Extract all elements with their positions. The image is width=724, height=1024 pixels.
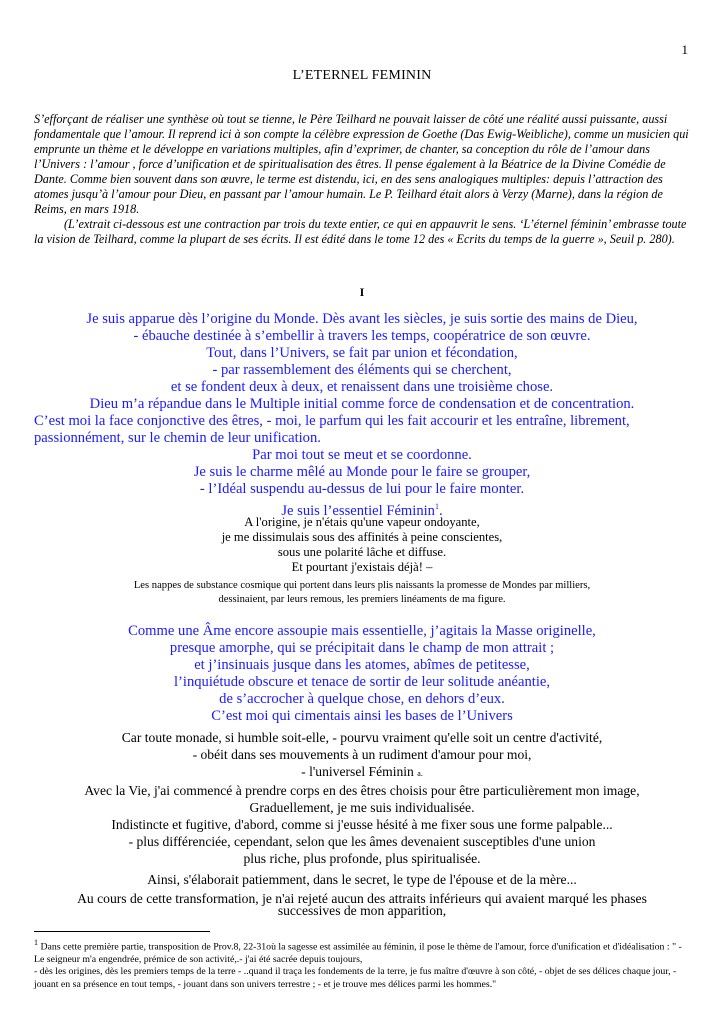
poem-line xyxy=(0,763,724,782)
poem-line: - obéit dans ses mouvements à un rudiment d'amour pour moi, xyxy=(192,747,532,762)
footnote-reference[interactable]: 1 xyxy=(434,502,439,511)
poem-line: presque amorphe, qui se précipitait dans le champ de mon attrait ; xyxy=(169,640,555,656)
section-heading: I xyxy=(359,285,365,299)
poem-stanza xyxy=(0,871,724,888)
footnote xyxy=(34,937,694,991)
poem-stanza xyxy=(0,893,724,917)
introduction xyxy=(34,112,690,247)
poem-line: sous une polarité lâche et diffuse. xyxy=(277,545,447,559)
poem-stanza xyxy=(0,623,724,725)
footnote-paragraph xyxy=(34,937,694,966)
poem-line: et se fondent deux à deux, et renaissent dans une troisième chose. xyxy=(170,379,554,395)
poem-line: Les nappes de substance cosmique qui portent dans leurs plis naissants la promesse de Mondes par milliers, xyxy=(133,580,591,591)
annotation-marker: a. xyxy=(417,769,423,778)
poem-line: C’est moi qui cimentais ainsi les bases de l’Univers xyxy=(211,708,513,724)
poem-line-text: - l'universel Féminin xyxy=(301,764,414,779)
poem-line: l’inquiétude obscure et tenace de sortir de leur solitude anéantie, xyxy=(173,674,551,690)
poem-line: je me dissimulais sous des affinités à peine conscientes, xyxy=(221,530,503,544)
poem-line: - ébauche destinée à s’embellir à travers les temps, coopératrice de son œuvre. xyxy=(133,328,591,344)
poem-line: Je suis apparue dès l’origine du Monde. Dès avant les siècles, je suis sortie des mains de Dieu, xyxy=(86,311,638,327)
footnote-paragraph: - dès les origines, dès les premiers temps de la terre - ..quand il traça les fondements de la terre, je fus maître d'œuvre à son côté, - objet de ses délices chaque jour, - jouant en sa présence en tout temps, - jouant dans son univers terrestre ; - et je trouve mes délices parmi les hommes." xyxy=(34,966,677,990)
intro-paragraph: (L’extrait ci-dessous est une contraction par trois du texte entier, ce qui en appauvrit le sens. ‘L’éternel féminin’ embrasse toute la vision de Teilhard, comme la plupart de ses écrits. Il est édité dans le tome 12 des « Ecrits du temps de la guerre », Seuil p. 280). xyxy=(34,217,687,246)
poem-stanza xyxy=(0,729,724,867)
footnote-divider xyxy=(34,931,210,932)
poem-line: Indistincte et fugitive, d'abord, comme si j'eusse hésité à me fixer sous une forme palpable... xyxy=(111,817,613,832)
poem-stanza xyxy=(0,515,724,575)
poem-line-punctuation: . xyxy=(438,502,443,519)
poem-line: - plus différenciée, cependant, selon que les âmes devenaient susceptibles d'une union xyxy=(128,834,596,849)
poem-line: Graduellement, je me suis individualisée. xyxy=(249,800,475,815)
poem-line: C’est moi la face conjonctive des êtres, - moi, le parfum qui les fait accourir et les entraîne, librement, passionnément, sur le chemin de leur unification. xyxy=(34,413,630,446)
poem-line: Dieu m’a répandue dans le Multiple initial comme force de condensation et de concentration. xyxy=(89,396,635,412)
poem-line: A l'origine, je n'étais qu'une vapeur ondoyante, xyxy=(244,515,480,529)
poem-line: Ainsi, s'élaborait patiemment, dans le secret, le type de l'épouse et de la mère... xyxy=(147,872,577,887)
footnote-marker: 1 xyxy=(34,938,38,947)
poem-line: et j’insinuais jusque dans les atomes, abîmes de petitesse, xyxy=(194,657,530,673)
poem-line: successives de mon apparition, xyxy=(277,903,447,918)
footnote-text: Dans cette première partie, transposition de Prov.8, 22-31où la sagesse est assimilée au féminin, il pose le thème de l'amour, force d'unification et d'idéalisation : " - Le seigneur m'a engendrée, prémice de son activité,.- j'ai été sacrée depuis toujours, xyxy=(34,941,682,965)
page-number: 1 xyxy=(681,42,688,57)
poem-line: dessinaient, par leurs remous, les premiers linéaments de ma figure. xyxy=(218,594,506,605)
poem-line: - l’Idéal suspendu au-dessus de lui pour le faire monter. xyxy=(199,481,525,497)
poem-line: Au cours de cette transformation, je n'ai rejeté aucun des attraits inférieurs qui avaient marqué les phases xyxy=(77,891,647,906)
poem-line: - par rassemblement des éléments qui se cherchent, xyxy=(212,362,512,378)
poem-line: Je suis le charme mêlé au Monde pour le faire se grouper, xyxy=(193,464,531,480)
poem-line-text: Je suis l’essentiel Féminin xyxy=(281,502,435,519)
poem-stanza-small xyxy=(0,579,724,607)
intro-paragraph: S’efforçant de réaliser une synthèse où tout se tienne, le Père Teilhard ne pouvait laisser de côté une réalité aussi puissante, aussi fondamentale que l’amour. Il reprend ici à son compte la célèbre expression de Goethe (Das Ewig-Weibliche), comme un musicien qui emprunte un thème et le développe en variations multiples, afin d’exprimer, de chanter, sa conception du rôle de l’amour dans l’Univers : l’amour , force d’unification et de spiritualisation des êtres. Il pense également à la Béatrice de la Divine Comédie de Dante. Comme bien souvent dans son œuvre, le terme est distendu, ici, en des sens analogiques multiples: depuis l’attraction des atomes jusqu’à l’amour pour Dieu, en passant par l’amour humain. Le P. Teilhard était alors à Verzy (Marne), dans la région de Reims, en mars 1918. xyxy=(34,112,689,216)
poem-line: Par moi tout se meut et se coordonne. xyxy=(252,447,472,463)
poem-line: Avec la Vie, j'ai commencé à prendre corps en des êtres choisis pour être particulièrement mon image, xyxy=(84,783,640,798)
poem-line: Car toute monade, si humble soit-elle, - pourvu vraiment qu'elle soit un centre d'activité, xyxy=(121,730,603,745)
poem-line: de s’accrocher à quelque chose, en dehors d’eux. xyxy=(219,691,505,707)
page-title: L’ETERNEL FEMININ xyxy=(292,68,432,83)
poem-line: plus riche, plus profonde, plus spiritualisée. xyxy=(243,851,481,866)
poem-line: Comme une Âme encore assoupie mais essentielle, j’agitais la Masse originelle, xyxy=(128,623,596,639)
poem-line: Tout, dans l’Univers, se fait par union et fécondation, xyxy=(206,345,518,361)
poem-stanza xyxy=(0,311,724,520)
poem-line: Et pourtant j'existais déjà! – xyxy=(291,560,433,574)
